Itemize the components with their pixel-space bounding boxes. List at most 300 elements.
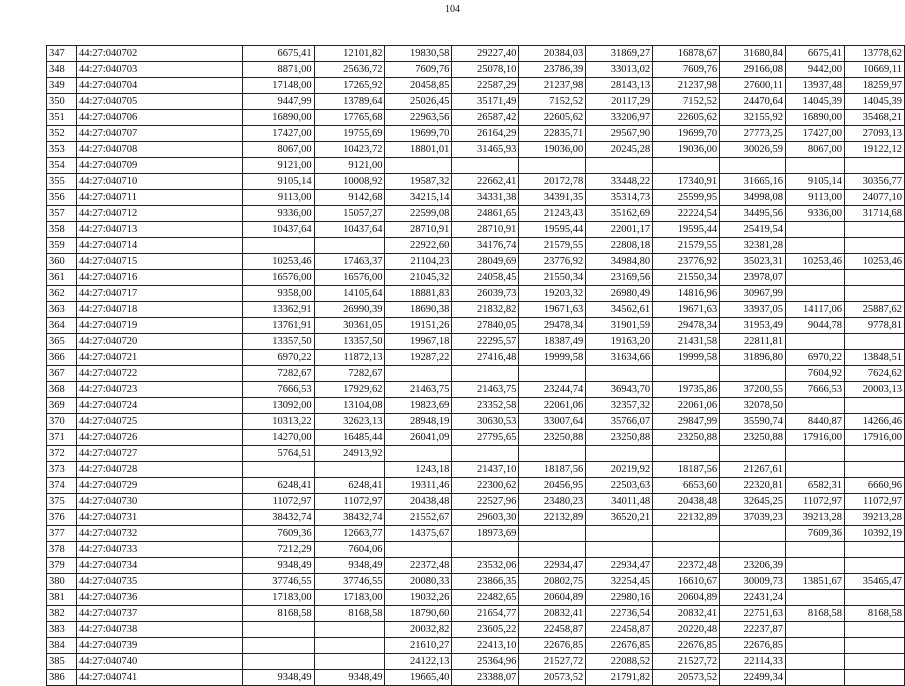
value-cell: 9442,00 bbox=[786, 62, 845, 78]
table-row bbox=[47, 62, 905, 78]
value-cell: 14117,06 bbox=[786, 302, 845, 318]
value-cell: 23169,56 bbox=[586, 270, 653, 286]
cadastral-code-cell: 44:27:040704 bbox=[76, 78, 242, 94]
page-number: 104 bbox=[445, 4, 460, 15]
value-cell: 23250,88 bbox=[519, 430, 586, 446]
value-cell: 17916,00 bbox=[786, 430, 845, 446]
value-cell: 25599,95 bbox=[653, 190, 720, 206]
value-cell: 19699,70 bbox=[385, 126, 452, 142]
cadastral-code-cell: 44:27:040733 bbox=[76, 542, 242, 558]
value-cell: 17427,00 bbox=[242, 126, 314, 142]
cadastral-code-cell: 44:27:040722 bbox=[76, 366, 242, 382]
value-cell: 35314,73 bbox=[586, 190, 653, 206]
value-cell: 14816,96 bbox=[653, 286, 720, 302]
value-cell: 39213,28 bbox=[844, 510, 904, 526]
value-cell: 19287,22 bbox=[385, 350, 452, 366]
value-cell: 23250,88 bbox=[653, 430, 720, 446]
value-cell: 23352,58 bbox=[452, 398, 519, 414]
value-cell: 25078,10 bbox=[452, 62, 519, 78]
value-cell bbox=[844, 590, 904, 606]
cadastral-code-cell: 44:27:040732 bbox=[76, 526, 242, 542]
value-cell bbox=[844, 270, 904, 286]
value-cell: 16576,00 bbox=[242, 270, 314, 286]
cadastral-code-cell: 44:27:040706 bbox=[76, 110, 242, 126]
value-cell bbox=[314, 654, 385, 670]
value-cell: 34562,61 bbox=[586, 302, 653, 318]
value-cell: 23206,39 bbox=[720, 558, 786, 574]
value-cell: 6970,22 bbox=[786, 350, 845, 366]
value-cell bbox=[786, 334, 845, 350]
value-cell: 31869,27 bbox=[586, 46, 653, 62]
value-cell: 13362,91 bbox=[242, 302, 314, 318]
value-cell: 13104,08 bbox=[314, 398, 385, 414]
data-table bbox=[46, 45, 905, 686]
table-row bbox=[47, 382, 905, 398]
value-cell: 6675,41 bbox=[242, 46, 314, 62]
value-cell: 39213,28 bbox=[786, 510, 845, 526]
value-cell: 30026,59 bbox=[720, 142, 786, 158]
table-row bbox=[47, 670, 905, 686]
value-cell bbox=[452, 366, 519, 382]
value-cell: 22482,65 bbox=[452, 590, 519, 606]
value-cell bbox=[385, 366, 452, 382]
value-cell: 22001,17 bbox=[586, 222, 653, 238]
cadastral-code-cell: 44:27:040715 bbox=[76, 254, 242, 270]
value-cell: 14375,67 bbox=[385, 526, 452, 542]
value-cell: 27416,48 bbox=[452, 350, 519, 366]
value-cell: 35766,07 bbox=[586, 414, 653, 430]
value-cell: 31901,59 bbox=[586, 318, 653, 334]
row-number-cell: 363 bbox=[47, 302, 77, 318]
row-number-cell: 370 bbox=[47, 414, 77, 430]
row-number-cell: 383 bbox=[47, 622, 77, 638]
value-cell: 19671,63 bbox=[519, 302, 586, 318]
cadastral-code-cell: 44:27:040741 bbox=[76, 670, 242, 686]
table-row bbox=[47, 574, 905, 590]
value-cell: 9336,00 bbox=[786, 206, 845, 222]
value-cell bbox=[519, 446, 586, 462]
value-cell bbox=[844, 670, 904, 686]
value-cell: 20080,33 bbox=[385, 574, 452, 590]
value-cell: 22605,62 bbox=[519, 110, 586, 126]
value-cell: 24122,13 bbox=[385, 654, 452, 670]
row-number-cell: 385 bbox=[47, 654, 77, 670]
value-cell: 23866,35 bbox=[452, 574, 519, 590]
table-row bbox=[47, 350, 905, 366]
value-cell: 16890,00 bbox=[242, 110, 314, 126]
value-cell: 19999,58 bbox=[519, 350, 586, 366]
value-cell: 10423,72 bbox=[314, 142, 385, 158]
value-cell: 8168,58 bbox=[314, 606, 385, 622]
value-cell: 17916,00 bbox=[844, 430, 904, 446]
value-cell: 9105,14 bbox=[786, 174, 845, 190]
value-cell: 21431,58 bbox=[653, 334, 720, 350]
value-cell: 22300,62 bbox=[452, 478, 519, 494]
table-row bbox=[47, 174, 905, 190]
value-cell bbox=[720, 366, 786, 382]
cadastral-code-cell: 44:27:040717 bbox=[76, 286, 242, 302]
row-number-cell: 373 bbox=[47, 462, 77, 478]
value-cell: 22751,63 bbox=[720, 606, 786, 622]
cadastral-code-cell: 44:27:040725 bbox=[76, 414, 242, 430]
value-cell: 18881,83 bbox=[385, 286, 452, 302]
value-cell: 7604,06 bbox=[314, 542, 385, 558]
value-cell: 7212,29 bbox=[242, 542, 314, 558]
value-cell: 9348,49 bbox=[314, 558, 385, 574]
table-row bbox=[47, 398, 905, 414]
value-cell: 29567,90 bbox=[586, 126, 653, 142]
value-cell: 29603,30 bbox=[452, 510, 519, 526]
value-cell bbox=[314, 622, 385, 638]
value-cell bbox=[385, 158, 452, 174]
row-number-cell: 372 bbox=[47, 446, 77, 462]
value-cell: 34495,56 bbox=[720, 206, 786, 222]
table-row bbox=[47, 158, 905, 174]
value-cell: 36943,70 bbox=[586, 382, 653, 398]
value-cell: 22676,85 bbox=[720, 638, 786, 654]
table-body bbox=[47, 46, 905, 686]
value-cell: 23480,23 bbox=[519, 494, 586, 510]
value-cell: 21579,55 bbox=[653, 238, 720, 254]
value-cell: 22320,81 bbox=[720, 478, 786, 494]
value-cell: 22458,87 bbox=[586, 622, 653, 638]
value-cell: 34984,80 bbox=[586, 254, 653, 270]
value-cell: 19163,20 bbox=[586, 334, 653, 350]
cadastral-code-cell: 44:27:040734 bbox=[76, 558, 242, 574]
value-cell bbox=[586, 446, 653, 462]
value-cell: 24913,92 bbox=[314, 446, 385, 462]
value-cell: 31634,66 bbox=[586, 350, 653, 366]
cadastral-code-cell: 44:27:040709 bbox=[76, 158, 242, 174]
value-cell: 20032,82 bbox=[385, 622, 452, 638]
table-row bbox=[47, 526, 905, 542]
value-cell bbox=[844, 158, 904, 174]
value-cell bbox=[452, 542, 519, 558]
value-cell bbox=[844, 558, 904, 574]
value-cell: 7666,53 bbox=[786, 382, 845, 398]
value-cell: 12101,82 bbox=[314, 46, 385, 62]
value-cell bbox=[786, 238, 845, 254]
value-cell: 21463,75 bbox=[385, 382, 452, 398]
value-cell: 11072,97 bbox=[242, 494, 314, 510]
cadastral-code-cell: 44:27:040703 bbox=[76, 62, 242, 78]
cadastral-code-cell: 44:27:040720 bbox=[76, 334, 242, 350]
row-number-cell: 366 bbox=[47, 350, 77, 366]
value-cell: 34215,14 bbox=[385, 190, 452, 206]
value-cell: 19036,00 bbox=[653, 142, 720, 158]
value-cell: 33007,64 bbox=[519, 414, 586, 430]
value-cell: 21045,32 bbox=[385, 270, 452, 286]
cadastral-code-cell: 44:27:040718 bbox=[76, 302, 242, 318]
value-cell bbox=[844, 542, 904, 558]
value-cell bbox=[452, 446, 519, 462]
value-cell: 21104,23 bbox=[385, 254, 452, 270]
row-number-cell: 359 bbox=[47, 238, 77, 254]
value-cell: 26164,29 bbox=[452, 126, 519, 142]
cadastral-code-cell: 44:27:040740 bbox=[76, 654, 242, 670]
value-cell: 28049,69 bbox=[452, 254, 519, 270]
cadastral-code-cell: 44:27:040738 bbox=[76, 622, 242, 638]
value-cell: 21243,43 bbox=[519, 206, 586, 222]
value-cell: 19999,58 bbox=[653, 350, 720, 366]
value-cell: 9336,00 bbox=[242, 206, 314, 222]
value-cell: 13092,00 bbox=[242, 398, 314, 414]
value-cell: 26980,49 bbox=[586, 286, 653, 302]
value-cell: 23776,92 bbox=[653, 254, 720, 270]
value-cell: 35023,31 bbox=[720, 254, 786, 270]
value-cell: 34331,38 bbox=[452, 190, 519, 206]
value-cell: 23978,07 bbox=[720, 270, 786, 286]
value-cell: 33206,97 bbox=[586, 110, 653, 126]
value-cell: 9142,68 bbox=[314, 190, 385, 206]
value-cell: 21527,72 bbox=[653, 654, 720, 670]
value-cell: 16485,44 bbox=[314, 430, 385, 446]
value-cell: 19203,32 bbox=[519, 286, 586, 302]
value-cell: 9113,00 bbox=[242, 190, 314, 206]
value-cell bbox=[844, 238, 904, 254]
cadastral-code-cell: 44:27:040735 bbox=[76, 574, 242, 590]
row-number-cell: 352 bbox=[47, 126, 77, 142]
value-cell: 32357,32 bbox=[586, 398, 653, 414]
value-cell bbox=[452, 158, 519, 174]
value-cell: 18187,56 bbox=[653, 462, 720, 478]
value-cell bbox=[653, 446, 720, 462]
value-cell: 26039,73 bbox=[452, 286, 519, 302]
value-cell: 21610,27 bbox=[385, 638, 452, 654]
table-row bbox=[47, 654, 905, 670]
cadastral-code-cell: 44:27:040716 bbox=[76, 270, 242, 286]
value-cell: 16610,67 bbox=[653, 574, 720, 590]
value-cell: 20384,03 bbox=[519, 46, 586, 62]
value-cell bbox=[385, 542, 452, 558]
value-cell: 20458,85 bbox=[385, 78, 452, 94]
cadastral-code-cell: 44:27:040708 bbox=[76, 142, 242, 158]
value-cell: 13357,50 bbox=[242, 334, 314, 350]
value-cell: 7609,36 bbox=[242, 526, 314, 542]
value-cell: 17148,00 bbox=[242, 78, 314, 94]
value-cell bbox=[786, 462, 845, 478]
value-cell: 10392,19 bbox=[844, 526, 904, 542]
value-cell: 20573,52 bbox=[653, 670, 720, 686]
value-cell: 16576,00 bbox=[314, 270, 385, 286]
value-cell: 24470,64 bbox=[720, 94, 786, 110]
value-cell: 22527,96 bbox=[452, 494, 519, 510]
table-row bbox=[47, 206, 905, 222]
value-cell: 13789,64 bbox=[314, 94, 385, 110]
value-cell: 22736,54 bbox=[586, 606, 653, 622]
value-cell: 38432,74 bbox=[314, 510, 385, 526]
value-cell: 22431,24 bbox=[720, 590, 786, 606]
row-number-cell: 351 bbox=[47, 110, 77, 126]
value-cell: 17427,00 bbox=[786, 126, 845, 142]
value-cell: 20604,89 bbox=[519, 590, 586, 606]
value-cell: 27773,25 bbox=[720, 126, 786, 142]
value-cell: 14266,46 bbox=[844, 414, 904, 430]
row-number-cell: 381 bbox=[47, 590, 77, 606]
value-cell: 33448,22 bbox=[586, 174, 653, 190]
value-cell: 21463,75 bbox=[452, 382, 519, 398]
value-cell bbox=[844, 286, 904, 302]
value-cell: 19830,58 bbox=[385, 46, 452, 62]
value-cell bbox=[242, 622, 314, 638]
value-cell: 30967,99 bbox=[720, 286, 786, 302]
value-cell: 9447,99 bbox=[242, 94, 314, 110]
value-cell bbox=[844, 622, 904, 638]
value-cell: 23388,07 bbox=[452, 670, 519, 686]
value-cell: 29227,40 bbox=[452, 46, 519, 62]
value-cell: 9044,78 bbox=[786, 318, 845, 334]
row-number-cell: 369 bbox=[47, 398, 77, 414]
value-cell bbox=[786, 542, 845, 558]
value-cell: 10253,46 bbox=[786, 254, 845, 270]
table-row bbox=[47, 510, 905, 526]
value-cell: 7604,92 bbox=[786, 366, 845, 382]
value-cell bbox=[653, 366, 720, 382]
value-cell: 19823,69 bbox=[385, 398, 452, 414]
value-cell: 22061,06 bbox=[519, 398, 586, 414]
value-cell: 10008,92 bbox=[314, 174, 385, 190]
cadastral-code-cell: 44:27:040723 bbox=[76, 382, 242, 398]
value-cell: 22605,62 bbox=[653, 110, 720, 126]
value-cell: 16890,00 bbox=[786, 110, 845, 126]
value-cell: 38432,74 bbox=[242, 510, 314, 526]
value-cell: 20245,28 bbox=[586, 142, 653, 158]
cadastral-code-cell: 44:27:040721 bbox=[76, 350, 242, 366]
value-cell bbox=[844, 334, 904, 350]
cadastral-code-cell: 44:27:040712 bbox=[76, 206, 242, 222]
value-cell: 12663,77 bbox=[314, 526, 385, 542]
value-cell: 32155,92 bbox=[720, 110, 786, 126]
cadastral-code-cell: 44:27:040729 bbox=[76, 478, 242, 494]
row-number-cell: 347 bbox=[47, 46, 77, 62]
cadastral-code-cell: 44:27:040731 bbox=[76, 510, 242, 526]
value-cell: 32254,45 bbox=[586, 574, 653, 590]
value-cell: 34391,35 bbox=[519, 190, 586, 206]
value-cell: 22934,47 bbox=[586, 558, 653, 574]
value-cell: 1243,18 bbox=[385, 462, 452, 478]
table-row bbox=[47, 238, 905, 254]
table-row bbox=[47, 46, 905, 62]
value-cell bbox=[720, 158, 786, 174]
value-cell: 7152,52 bbox=[653, 94, 720, 110]
value-cell: 34011,48 bbox=[586, 494, 653, 510]
value-cell: 35590,74 bbox=[720, 414, 786, 430]
table-row bbox=[47, 622, 905, 638]
row-number-cell: 358 bbox=[47, 222, 77, 238]
value-cell: 22980,16 bbox=[586, 590, 653, 606]
value-cell bbox=[519, 366, 586, 382]
value-cell: 11072,97 bbox=[844, 494, 904, 510]
value-cell: 22808,18 bbox=[586, 238, 653, 254]
value-cell: 22224,54 bbox=[653, 206, 720, 222]
value-cell: 9105,14 bbox=[242, 174, 314, 190]
table-row bbox=[47, 494, 905, 510]
value-cell: 21237,98 bbox=[519, 78, 586, 94]
table-row bbox=[47, 270, 905, 286]
value-cell bbox=[519, 526, 586, 542]
value-cell bbox=[786, 622, 845, 638]
value-cell: 9348,49 bbox=[242, 558, 314, 574]
value-cell: 22676,85 bbox=[586, 638, 653, 654]
value-cell: 31714,68 bbox=[844, 206, 904, 222]
value-cell bbox=[653, 526, 720, 542]
row-number-cell: 378 bbox=[47, 542, 77, 558]
value-cell: 15057,27 bbox=[314, 206, 385, 222]
value-cell: 10669,11 bbox=[844, 62, 904, 78]
row-number-cell: 384 bbox=[47, 638, 77, 654]
value-cell: 18387,49 bbox=[519, 334, 586, 350]
value-cell: 30630,53 bbox=[452, 414, 519, 430]
value-cell: 14270,00 bbox=[242, 430, 314, 446]
table-row bbox=[47, 366, 905, 382]
value-cell: 13357,50 bbox=[314, 334, 385, 350]
value-cell: 35171,49 bbox=[452, 94, 519, 110]
value-cell: 6675,41 bbox=[786, 46, 845, 62]
row-number-cell: 380 bbox=[47, 574, 77, 590]
value-cell: 23776,92 bbox=[519, 254, 586, 270]
value-cell: 7609,76 bbox=[653, 62, 720, 78]
value-cell: 7609,76 bbox=[385, 62, 452, 78]
value-cell: 8168,58 bbox=[844, 606, 904, 622]
value-cell bbox=[586, 526, 653, 542]
value-cell: 20604,89 bbox=[653, 590, 720, 606]
value-cell: 26587,42 bbox=[452, 110, 519, 126]
value-cell: 19671,63 bbox=[653, 302, 720, 318]
table-row bbox=[47, 478, 905, 494]
value-cell: 18790,60 bbox=[385, 606, 452, 622]
table-row bbox=[47, 78, 905, 94]
value-cell: 19036,00 bbox=[519, 142, 586, 158]
table-row bbox=[47, 222, 905, 238]
value-cell bbox=[786, 158, 845, 174]
value-cell: 31465,93 bbox=[452, 142, 519, 158]
value-cell: 6653,60 bbox=[653, 478, 720, 494]
table-row bbox=[47, 446, 905, 462]
row-number-cell: 375 bbox=[47, 494, 77, 510]
value-cell: 17929,62 bbox=[314, 382, 385, 398]
value-cell: 20456,95 bbox=[519, 478, 586, 494]
value-cell: 13778,62 bbox=[844, 46, 904, 62]
value-cell bbox=[314, 238, 385, 254]
value-cell: 30356,77 bbox=[844, 174, 904, 190]
value-cell: 28710,91 bbox=[452, 222, 519, 238]
value-cell: 6248,41 bbox=[242, 478, 314, 494]
cadastral-code-cell: 44:27:040726 bbox=[76, 430, 242, 446]
row-number-cell: 367 bbox=[47, 366, 77, 382]
value-cell: 13848,51 bbox=[844, 350, 904, 366]
value-cell: 23244,74 bbox=[519, 382, 586, 398]
row-number-cell: 362 bbox=[47, 286, 77, 302]
value-cell: 28143,13 bbox=[586, 78, 653, 94]
value-cell: 17183,00 bbox=[314, 590, 385, 606]
value-cell: 37746,55 bbox=[242, 574, 314, 590]
cadastral-code-cell: 44:27:040713 bbox=[76, 222, 242, 238]
value-cell bbox=[653, 542, 720, 558]
value-cell: 21579,55 bbox=[519, 238, 586, 254]
value-cell bbox=[786, 398, 845, 414]
value-cell: 28948,19 bbox=[385, 414, 452, 430]
cadastral-code-cell: 44:27:040711 bbox=[76, 190, 242, 206]
value-cell: 10253,46 bbox=[844, 254, 904, 270]
value-cell: 36520,21 bbox=[586, 510, 653, 526]
cadastral-code-cell: 44:27:040728 bbox=[76, 462, 242, 478]
value-cell: 7624,62 bbox=[844, 366, 904, 382]
value-cell: 7282,67 bbox=[314, 366, 385, 382]
value-cell: 23250,88 bbox=[720, 430, 786, 446]
row-number-cell: 350 bbox=[47, 94, 77, 110]
row-number-cell: 374 bbox=[47, 478, 77, 494]
value-cell: 17183,00 bbox=[242, 590, 314, 606]
